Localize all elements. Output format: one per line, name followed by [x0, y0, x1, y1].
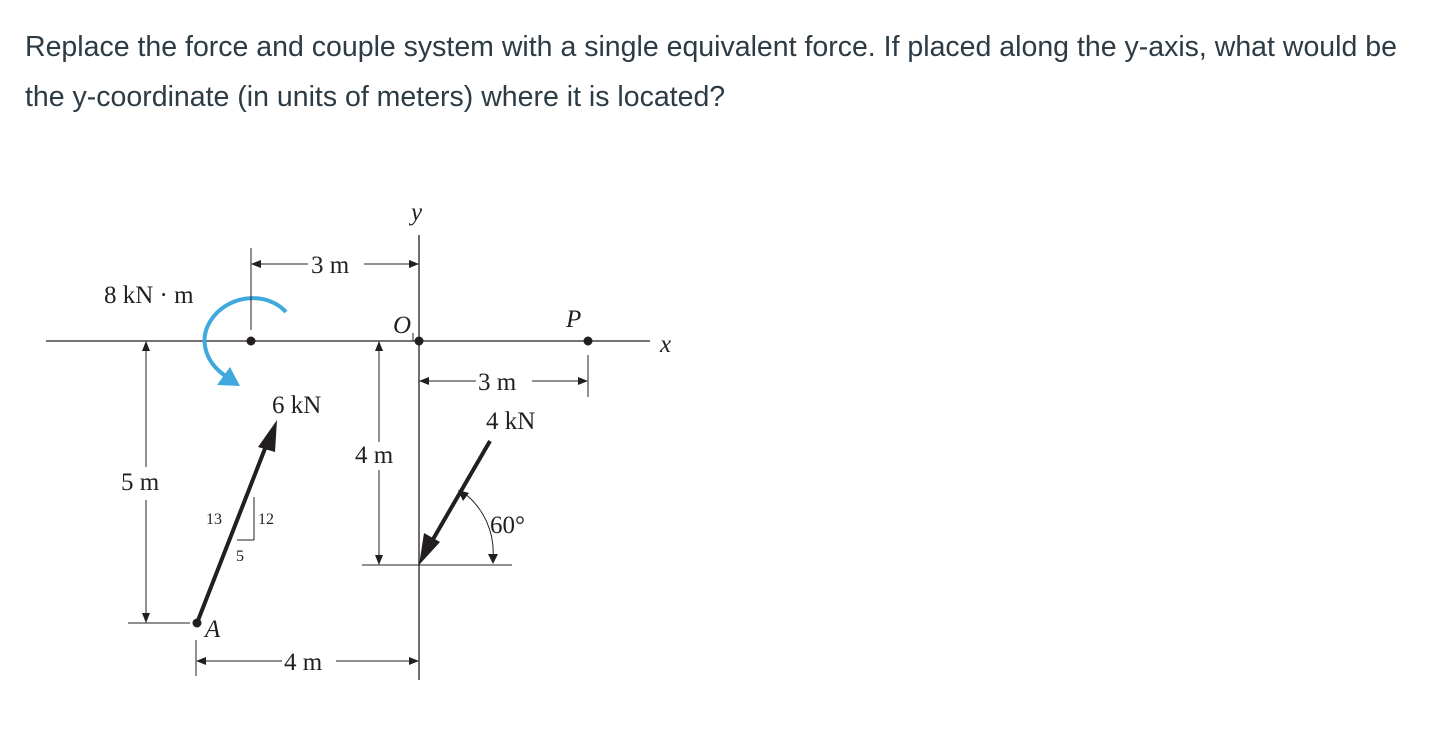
slope-13-label: 13 [206, 511, 222, 528]
angle-60-arc [464, 493, 493, 558]
force-6kn-label: 6 kN [272, 392, 322, 419]
dim-5m-label: 5 m [121, 469, 160, 496]
force-4kn-label: 4 kN [486, 408, 536, 435]
couple-moment-label: 8 kN · m [104, 282, 194, 309]
force-6kn-line [197, 446, 266, 623]
origin-point [415, 337, 424, 346]
angle-60-arrow-bottom [488, 554, 498, 564]
y-axis-label: y [411, 199, 423, 226]
origin-label: O [393, 312, 412, 339]
question-text: Replace the force and couple system with a single equivalent force. If placed along the y-axis, what would be the y-coordinate (in units of meters) where it is located? [25, 31, 1397, 113]
angle-60-label: 60° [490, 512, 525, 539]
point-a [193, 619, 202, 628]
dim-4m-bottom-label: 4 m [284, 649, 323, 676]
force-6kn-arrowhead [258, 420, 277, 452]
couple-point [247, 337, 256, 346]
couple-moment-arc [205, 298, 286, 377]
point-p-label: P [566, 306, 582, 333]
slope-5-label: 5 [236, 548, 244, 565]
force-4kn-arrowhead [419, 533, 440, 565]
point-a-label: A [205, 616, 221, 643]
slope-12-label: 12 [258, 511, 274, 528]
dim-4m-vertical-label: 4 m [355, 442, 394, 469]
dim-3m-top-label: 3 m [311, 252, 350, 279]
x-axis-label: x [660, 331, 672, 358]
point-p [584, 337, 593, 346]
dim-3m-right-label: 3 m [478, 369, 517, 396]
